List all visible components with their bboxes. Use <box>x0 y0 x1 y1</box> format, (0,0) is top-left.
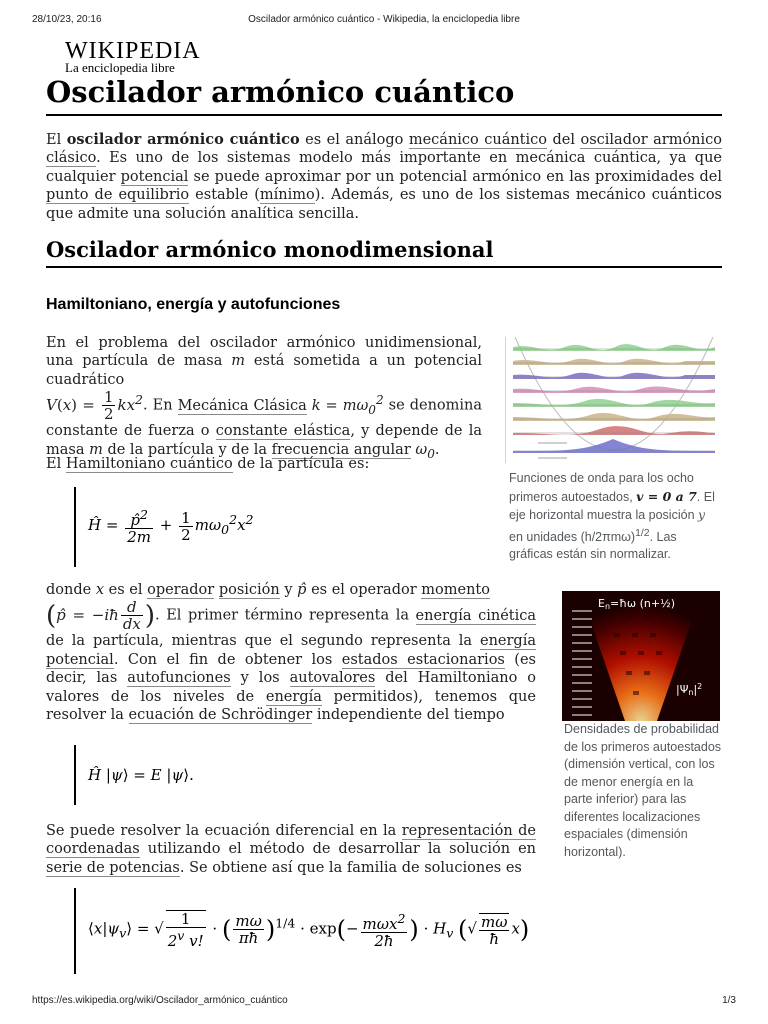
equation-bar <box>74 487 76 567</box>
formula-potential: V(x) = $\frac{1}{2}$ $kx^2$ <box>46 388 143 424</box>
intro-bold-term: oscilador armónico cuántico <box>66 131 300 148</box>
paragraph-operators: donde x es el operador posición y p̂ es el operador momento (p̂ = −iħ $\frac{d}{dx}$ ). El primer término representa la energía cinética de la partícula, mientras que el segundo representa la energía potencial. Con el fin de obtener los estados estacionarios (es decir, las autofunciones y los autovalores del Hamiltoniano o valores de los niveles de energía permitidos), tenemos que resolver la ecuación de Schrödinger independiente del tiempo <box>46 582 537 724</box>
link-energia[interactable]: energía <box>265 688 322 705</box>
link-constante-elastica[interactable]: constante elástica <box>215 423 351 440</box>
link-representacion-de-coordenadas[interactable]: representación de coordenadas <box>46 823 536 858</box>
equation-bar <box>74 745 76 805</box>
link-serie-de-potencias[interactable]: serie de potencias <box>46 859 180 876</box>
equation-bar <box>74 888 76 974</box>
link-energia-potencial[interactable]: energía potencial <box>46 633 536 668</box>
page-title: Oscilador armónico cuántico <box>46 75 515 109</box>
section-heading: Oscilador armónico monodimensional <box>46 237 494 262</box>
link-autovalores[interactable]: autovalores <box>289 670 376 687</box>
link-mecanico-cuantico[interactable]: mecánico cuántico <box>408 132 548 148</box>
title-divider <box>46 114 722 116</box>
equation-wavefunction: $⟨x|\psi_v⟩$ = √ $\frac{1}{2^v v!}$ · ( $\frac{m\omega}{\pi ħ}$ )$^{1/4}$ · exp(− $\frac{m\omega x^2}{2ħ}$ ) · $H_v$ (√ $\frac{m\omega}{ħ}$ x) <box>88 910 530 950</box>
subsection-heading: Hamiltoniano, energía y autofunciones <box>46 296 341 313</box>
intro-paragraph: El oscilador armónico cuántico es el análogo mecánico cuántico del oscilador armónico clásico. Es uno de los sistemas modelo más importante en mecánica cuántica, ya que cualquier potencial se puede aproximar por un potencial armónico en las proximidades del punto de equilibrio estable (mínimo). Además, es uno de los sistemas mecánico cuánticos que admite una solución analítica sencilla. <box>46 131 723 222</box>
link-momento[interactable]: momento <box>421 582 490 598</box>
link-energia-cinetica[interactable]: energía cinética <box>415 607 537 624</box>
wavefunctions-figure <box>505 333 723 465</box>
print-title: Oscilador armónico cuántico - Wikipedia, la enciclopedia libre <box>248 14 520 25</box>
formula-k: $k = m\omega_0^2$ <box>311 392 384 417</box>
wikipedia-tagline: La enciclopedia libre <box>65 60 175 75</box>
print-datetime: 28/10/23, 20:16 <box>32 14 102 25</box>
wikipedia-wordmark[interactable]: WIKIPEDIA <box>65 38 201 64</box>
page-number: 1/3 <box>722 995 736 1006</box>
link-posicion[interactable]: posición <box>218 582 280 598</box>
link-frecuencia-angular[interactable]: frecuencia angular <box>271 441 411 458</box>
link-mecanica-clasica[interactable]: Mecánica Clásica <box>177 397 307 414</box>
link-oscilador-armonico-clasico[interactable]: oscilador armónico clásico <box>46 132 722 167</box>
probability-density-figure <box>562 591 720 721</box>
link-estados-estacionarios[interactable]: estados estacionarios <box>341 651 505 668</box>
svg-text:|Ψn|2: $|\Psi n|^2$ <box>676 682 703 697</box>
equation-schrodinger: Ĥ |ψ⟩ = E |ψ⟩. <box>88 766 194 784</box>
link-punto-de-equilibrio[interactable]: punto de equilibrio <box>46 187 190 204</box>
formula-momentum-operator: (p̂ = −iħ $\frac{d}{dx}$ ) <box>46 598 156 634</box>
link-operador[interactable]: operador <box>147 582 215 598</box>
svg-text:En=ħω (n+½): En=ħω (n+½) <box>598 597 676 611</box>
figure2-caption: Densidades de probabilidad de los primeros autoestados (dimensión vertical, con los de menor energía en la parte inferior) para las diferentes localizaciones espaciales (dimensión horizontal). <box>564 722 722 859</box>
section-divider <box>46 266 722 268</box>
paragraph-solution: Se puede resolver la ecuación diferencial en la representación de coordenadas utilizando el método de desarrollar la solución en serie de potencias. Se obtiene así que la familia de soluciones es <box>46 823 536 876</box>
link-minimo[interactable]: mínimo <box>259 187 315 204</box>
equation-hamiltonian: Ĥ = $\frac{p̂^2}{2m}$ + $\frac{1}{2}$ $m\omega_0^2x^2$ <box>88 507 254 546</box>
link-ecuacion-de-schrodinger[interactable]: ecuación de Schrödinger <box>128 707 313 724</box>
print-footer <box>32 995 736 1009</box>
print-header <box>32 14 736 28</box>
link-autofunciones[interactable]: autofunciones <box>127 670 231 687</box>
page-url[interactable]: https://es.wikipedia.org/wiki/Oscilador_armónico_cuántico <box>32 995 288 1006</box>
paragraph-hamiltonian-intro: El Hamiltoniano cuántico de la partícula es: <box>46 456 370 472</box>
paragraph-potential: En el problema del oscilador armónico unidimensional, una partícula de masa m está sometida a un potencial cuadrático V(x) = $\frac{1}{2}$ $kx^2$. En Mecánica Clásica $k = m\omega_0^2$ se denomina constante de fuerza o constante elástica, y depende de la masa m de la partícula y de la frecuencia angular $\omega_0$. <box>46 335 483 461</box>
link-potencial[interactable]: potencial <box>120 168 189 185</box>
figure1-caption: Funciones de onda para los ocho primeros autoestados, v = 0 a 7. El eje horizontal muestra la posición y en unidades $(h/2\pi m\omega)^{1/2}$. Las gráficas están sin normalizar. <box>509 471 715 562</box>
link-hamiltoniano-cuantico[interactable]: Hamiltoniano cuántico <box>65 456 233 472</box>
